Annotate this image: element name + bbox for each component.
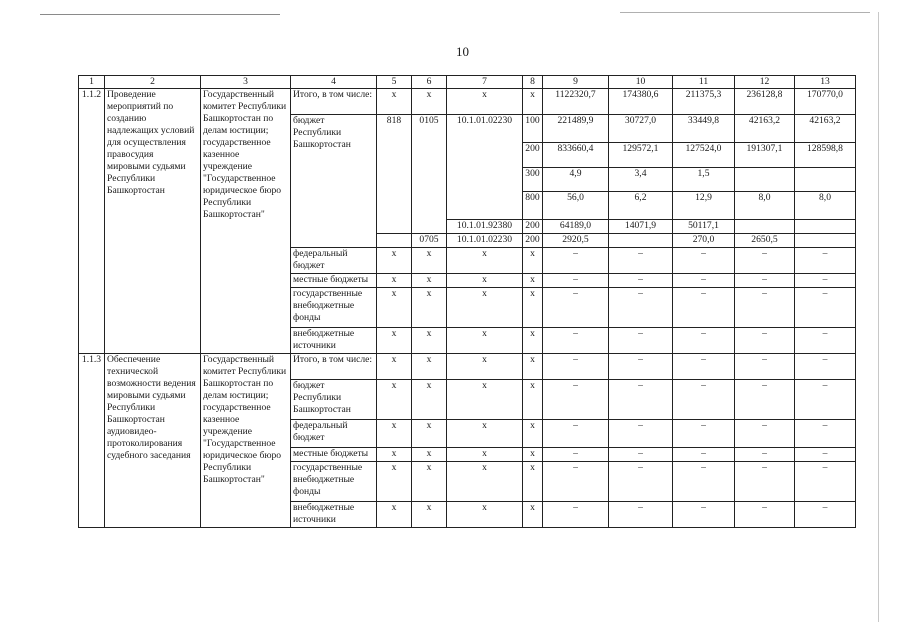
- cell-col5: x: [377, 462, 412, 502]
- cell-col8: x: [523, 502, 543, 528]
- column-number: 2: [105, 76, 201, 89]
- value-cell: –: [735, 288, 795, 328]
- value-cell: –: [543, 380, 609, 420]
- value-cell: –: [609, 274, 673, 288]
- cell-col5: x: [377, 328, 412, 354]
- activity-name: Проведение мероприятий по созданию надлежащих условий для осуществления правосудия мировыми судьями Республики Башкортостан: [105, 89, 201, 354]
- funding-source: бюджет Республики Башкортостан: [291, 115, 377, 248]
- value-cell: –: [673, 354, 735, 380]
- funding-source: внебюджетные источники: [291, 328, 377, 354]
- value-cell: –: [543, 420, 609, 448]
- funding-source: федеральный бюджет: [291, 420, 377, 448]
- value-cell: 170770,0: [795, 89, 856, 115]
- column-number: 7: [447, 76, 523, 89]
- cell-col8: 200: [523, 234, 543, 248]
- value-cell: 1122320,7: [543, 89, 609, 115]
- funding-source: местные бюджеты: [291, 448, 377, 462]
- value-cell: 191307,1: [735, 143, 795, 168]
- value-cell: –: [543, 462, 609, 502]
- cell-col5: x: [377, 248, 412, 274]
- table-row: [79, 354, 856, 380]
- value-cell: 8,0: [795, 192, 856, 220]
- value-cell: –: [609, 380, 673, 420]
- value-cell: –: [795, 420, 856, 448]
- value-cell: 14071,9: [609, 220, 673, 234]
- column-number: 11: [673, 76, 735, 89]
- value-cell: –: [735, 420, 795, 448]
- cell-col8: x: [523, 354, 543, 380]
- value-cell: –: [543, 274, 609, 288]
- cell-col7: 10.1.01.02230: [447, 115, 523, 220]
- value-cell: 12,9: [673, 192, 735, 220]
- cell-col7: x: [447, 354, 523, 380]
- value-cell: [735, 168, 795, 192]
- value-cell: 42163,2: [795, 115, 856, 143]
- value-cell: [795, 234, 856, 248]
- funding-source: бюджет Республики Башкортостан: [291, 380, 377, 420]
- cell-col5: x: [377, 502, 412, 528]
- funding-source: государственные внебюджетные фонды: [291, 462, 377, 502]
- column-number: 13: [795, 76, 856, 89]
- value-cell: –: [795, 448, 856, 462]
- cell-col7: 10.1.01.02230: [447, 234, 523, 248]
- cell-col8: x: [523, 420, 543, 448]
- value-cell: –: [673, 448, 735, 462]
- value-cell: –: [673, 288, 735, 328]
- cell-col7: x: [447, 328, 523, 354]
- funding-source: государственные внебюджетные фонды: [291, 288, 377, 328]
- value-cell: 56,0: [543, 192, 609, 220]
- cell-col6: x: [412, 274, 447, 288]
- value-cell: 833660,4: [543, 143, 609, 168]
- value-cell: –: [609, 288, 673, 328]
- funding-source: Итого, в том числе:: [291, 354, 377, 380]
- value-cell: –: [543, 448, 609, 462]
- value-cell: –: [609, 328, 673, 354]
- cell-col5: x: [377, 288, 412, 328]
- value-cell: –: [609, 462, 673, 502]
- value-cell: –: [543, 288, 609, 328]
- cell-col7: x: [447, 248, 523, 274]
- cell-col6: x: [412, 248, 447, 274]
- value-cell: [795, 168, 856, 192]
- value-cell: –: [673, 462, 735, 502]
- row-number: 1.1.3: [79, 354, 105, 528]
- value-cell: [735, 220, 795, 234]
- value-cell: 6,2: [609, 192, 673, 220]
- table-row: [79, 89, 856, 115]
- column-number: 12: [735, 76, 795, 89]
- cell-col6: x: [412, 328, 447, 354]
- cell-col6: x: [412, 420, 447, 448]
- cell-col5: x: [377, 354, 412, 380]
- cell-col7: x: [447, 448, 523, 462]
- cell-col7: x: [447, 502, 523, 528]
- cell-col5: [377, 234, 412, 248]
- value-cell: 2920,5: [543, 234, 609, 248]
- scan-edge-top-right: [620, 12, 870, 13]
- scan-edge-top-left: [40, 14, 280, 15]
- column-number: 5: [377, 76, 412, 89]
- value-cell: –: [673, 248, 735, 274]
- value-cell: –: [735, 328, 795, 354]
- funding-source: местные бюджеты: [291, 274, 377, 288]
- value-cell: –: [673, 502, 735, 528]
- executor-name: Государственный комитет Республики Башкортостан по делам юстиции; государственное казенное учреждение "Государственное юридическое бюро Республики Башкортостан": [201, 89, 291, 354]
- value-cell: 211375,3: [673, 89, 735, 115]
- cell-col5: x: [377, 448, 412, 462]
- cell-col8: x: [523, 380, 543, 420]
- value-cell: 270,0: [673, 234, 735, 248]
- value-cell: –: [795, 502, 856, 528]
- value-cell: –: [735, 274, 795, 288]
- cell-col8: x: [523, 288, 543, 328]
- cell-col6: 0105: [412, 115, 447, 234]
- cell-col7: x: [447, 274, 523, 288]
- cell-col5: 818: [377, 115, 412, 234]
- funding-source: федеральный бюджет: [291, 248, 377, 274]
- value-cell: –: [795, 354, 856, 380]
- value-cell: 42163,2: [735, 115, 795, 143]
- value-cell: 129572,1: [609, 143, 673, 168]
- funding-source: внебюджетные источники: [291, 502, 377, 528]
- value-cell: 236128,8: [735, 89, 795, 115]
- value-cell: 30727,0: [609, 115, 673, 143]
- value-cell: –: [795, 274, 856, 288]
- value-cell: –: [735, 248, 795, 274]
- cell-col8: x: [523, 89, 543, 115]
- row-number: 1.1.2: [79, 89, 105, 354]
- cell-col7: x: [447, 420, 523, 448]
- cell-col5: x: [377, 274, 412, 288]
- cell-col8: x: [523, 248, 543, 274]
- funding-source: Итого, в том числе:: [291, 89, 377, 115]
- value-cell: –: [735, 448, 795, 462]
- cell-col8: x: [523, 328, 543, 354]
- value-cell: –: [543, 354, 609, 380]
- column-number: 6: [412, 76, 447, 89]
- value-cell: –: [609, 502, 673, 528]
- value-cell: [609, 234, 673, 248]
- budget-table: [78, 75, 856, 528]
- scan-edge-right: [878, 12, 879, 622]
- cell-col7: 10.1.01.92380: [447, 220, 523, 234]
- value-cell: –: [735, 354, 795, 380]
- cell-col8: x: [523, 462, 543, 502]
- column-number: 4: [291, 76, 377, 89]
- cell-col6: x: [412, 448, 447, 462]
- value-cell: –: [795, 380, 856, 420]
- cell-col7: x: [447, 89, 523, 115]
- value-cell: 128598,8: [795, 143, 856, 168]
- value-cell: 221489,9: [543, 115, 609, 143]
- cell-col5: x: [377, 89, 412, 115]
- cell-col8: 800: [523, 192, 543, 220]
- column-number: 10: [609, 76, 673, 89]
- cell-col6: x: [412, 354, 447, 380]
- value-cell: –: [609, 248, 673, 274]
- cell-col6: x: [412, 288, 447, 328]
- value-cell: –: [795, 248, 856, 274]
- activity-name: Обеспечение технической возможности ведения мировыми судьями Республики Башкортостан аудиовидео-протоколирования судебного заседания: [105, 354, 201, 528]
- value-cell: –: [543, 248, 609, 274]
- value-cell: 4,9: [543, 168, 609, 192]
- cell-col8: 300: [523, 168, 543, 192]
- cell-col7: x: [447, 288, 523, 328]
- cell-col8: 100: [523, 115, 543, 143]
- value-cell: –: [609, 354, 673, 380]
- cell-col8: x: [523, 448, 543, 462]
- value-cell: [795, 220, 856, 234]
- value-cell: 64189,0: [543, 220, 609, 234]
- value-cell: –: [795, 462, 856, 502]
- value-cell: 2650,5: [735, 234, 795, 248]
- cell-col6: x: [412, 380, 447, 420]
- value-cell: –: [543, 502, 609, 528]
- value-cell: –: [673, 328, 735, 354]
- value-cell: –: [735, 380, 795, 420]
- value-cell: –: [609, 420, 673, 448]
- cell-col7: x: [447, 462, 523, 502]
- cell-col5: x: [377, 420, 412, 448]
- value-cell: 3,4: [609, 168, 673, 192]
- value-cell: –: [673, 420, 735, 448]
- value-cell: –: [795, 328, 856, 354]
- executor-name: Государственный комитет Республики Башкортостан по делам юстиции; государственное казенное учреждение "Государственное юридическое бюро Республики Башкортостан": [201, 354, 291, 528]
- cell-col6: 0705: [412, 234, 447, 248]
- cell-col8: 200: [523, 220, 543, 234]
- value-cell: 33449,8: [673, 115, 735, 143]
- value-cell: –: [609, 448, 673, 462]
- cell-col5: x: [377, 380, 412, 420]
- value-cell: 127524,0: [673, 143, 735, 168]
- value-cell: 1,5: [673, 168, 735, 192]
- value-cell: –: [543, 328, 609, 354]
- cell-col8: x: [523, 274, 543, 288]
- cell-col6: x: [412, 462, 447, 502]
- column-number: 9: [543, 76, 609, 89]
- cell-col6: x: [412, 89, 447, 115]
- cell-col6: x: [412, 502, 447, 528]
- page-number: 10: [456, 44, 469, 59]
- column-number: 8: [523, 76, 543, 89]
- cell-col8: 200: [523, 143, 543, 168]
- value-cell: –: [673, 274, 735, 288]
- column-number: 3: [201, 76, 291, 89]
- value-cell: 8,0: [735, 192, 795, 220]
- column-number-row: [79, 76, 856, 89]
- cell-col7: x: [447, 380, 523, 420]
- value-cell: 174380,6: [609, 89, 673, 115]
- column-number: 1: [79, 76, 105, 89]
- value-cell: –: [795, 288, 856, 328]
- value-cell: –: [673, 380, 735, 420]
- value-cell: –: [735, 462, 795, 502]
- value-cell: –: [735, 502, 795, 528]
- value-cell: 50117,1: [673, 220, 735, 234]
